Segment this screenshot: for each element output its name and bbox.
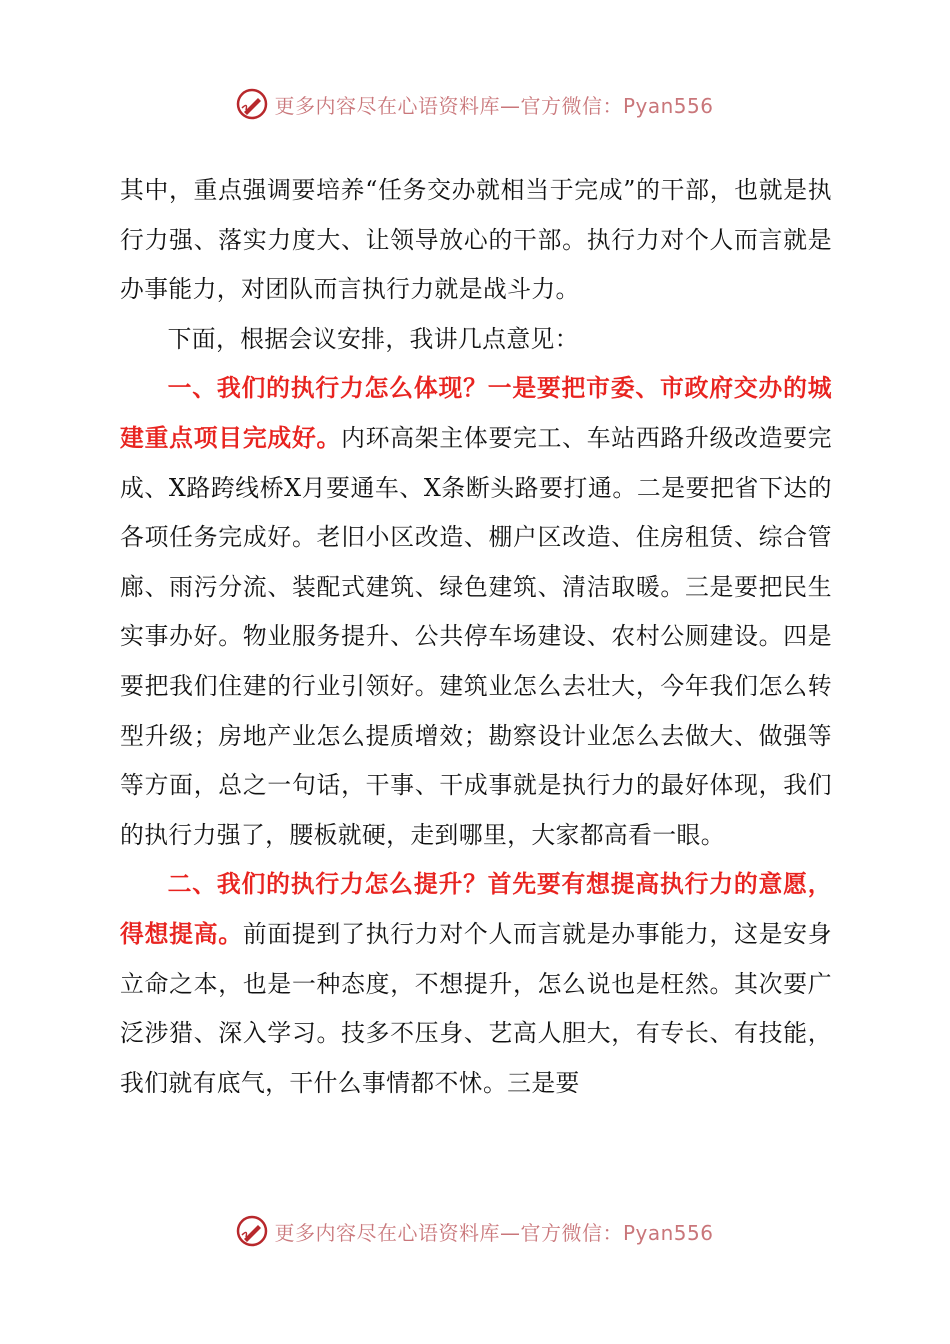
- header-banner: [0, 84, 950, 124]
- banner-text: 更多内容尽在心语资料库—官方微信：Pyan556: [274, 93, 714, 118]
- footer-banner: [0, 1211, 950, 1251]
- paragraph: [120, 166, 832, 315]
- pen-logo-icon: [236, 88, 268, 120]
- paragraph: [120, 315, 832, 365]
- paragraph-text: 下面，根据会议安排，我讲几点意见：: [167, 324, 579, 353]
- section-heading: 二、我们的执行力怎么提升？首先要有想提高执行力的意愿，得想提高。: [120, 870, 832, 948]
- banner-text: 更多内容尽在心语资料库—官方微信：Pyan556: [274, 1220, 714, 1245]
- paragraph: [120, 860, 832, 1108]
- document-body: [120, 166, 832, 1108]
- paragraph-text: 其中，重点强调要培养“任务交办就相当于完成”的干部，也就是执行力强、落实力度大、让领导放心的干部。执行力对个人而言就是办事能力，对团队而言执行力就是战斗力。: [120, 176, 832, 304]
- paragraph-text: 内环高架主体要完工、车站西路升级改造要完成、X路跨线桥X月要通车、X条断头路要打通。二是要把省下达的各项任务完成好。老旧小区改造、棚户区改造、住房租赁、综合管廊、雨污分流、装配式建筑、绿色建筑、清洁取暖。三是要把民生实事办好。物业服务提升、公共停车场建设、农村公厕建设。四是要把我们住建的行业引领好。建筑业怎么去壮大，今年我们怎么转型升级；房地产业怎么提质增效；勘察设计业怎么去做大、做强等等方面，总之一句话，干事、干成事就是执行力的最好体现，我们的执行力强了，腰板就硬，走到哪里，大家都高看一眼。: [120, 423, 832, 849]
- paragraph: [120, 364, 832, 860]
- pen-logo-icon: [236, 1215, 268, 1247]
- section-heading: 一、我们的执行力怎么体现？一是要把市委、市政府交办的城建重点项目完成好。: [120, 374, 832, 452]
- paragraph-text: 前面提到了执行力对个人而言就是办事能力，这是安身立命之本，也是一种态度，不想提升，怎么说也是枉然。其次要广泛涉猎、深入学习。技多不压身、艺高人胆大，有专长、有技能，我们就有底气，干什么事情都不怵。三是要: [120, 919, 832, 1097]
